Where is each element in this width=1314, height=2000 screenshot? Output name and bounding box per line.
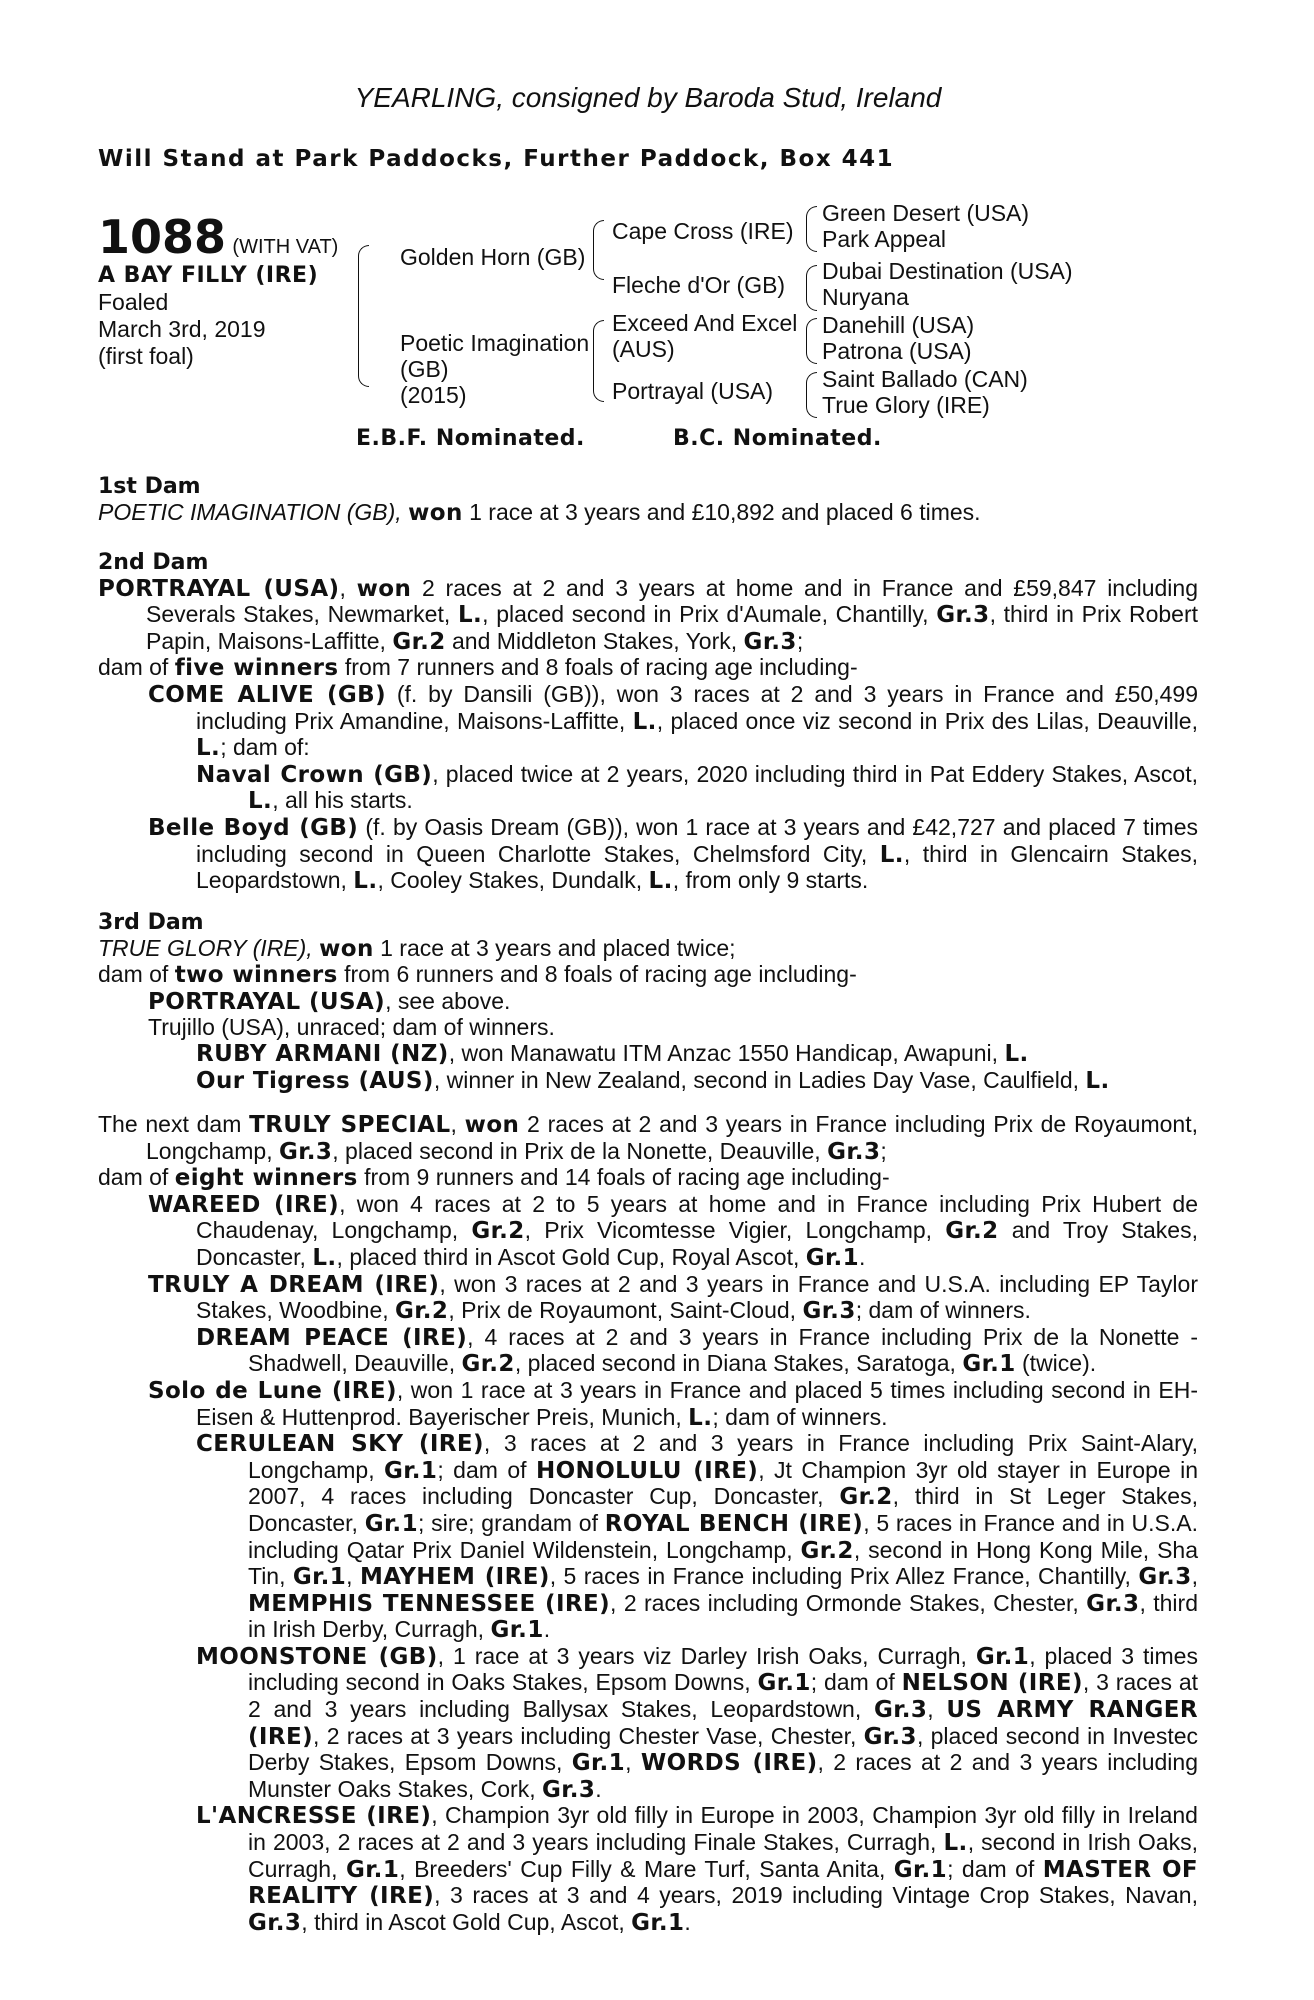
brace-ss — [806, 206, 817, 252]
sire-dam: Fleche d'Or (GB) — [612, 272, 786, 298]
sd-sire: Dubai Destination (USA) — [822, 258, 1073, 284]
brace-dam — [593, 320, 604, 402]
first-dam-section — [98, 474, 1198, 526]
produce-cerulean-sky: CERULEAN SKY (IRE), 3 races at 2 and 3 years in France including Prix Saint-Alary, Longchamp, Gr.1; dam of HONOLULU (IRE), Jt Champion 3yr old stayer in Europe in 2007, 4 races including Doncaster Cup, Doncaster, Gr.2, third in St Leger Stakes, Doncaster, Gr.1; sire; grandam of ROYAL BENCH (IRE), 5 races in France and in U.S.A. including Qatar Prix Daniel Wildenstein, Longchamp, Gr.2, second in Hong Kong Mile, Sha Tin, Gr.1, MAYHEM (IRE), 5 races in France including Prix Allez France, Chantilly, Gr.3, MEMPHIS TENNESSEE (IRE), 2 races including Ormonde Stakes, Chester, Gr.3, third in Irish Derby, Curragh, Gr.1. — [196, 1430, 1199, 1644]
ss-dam: Park Appeal — [822, 226, 947, 252]
section-heading: 1st Dam — [98, 474, 201, 499]
produce-wareed: WAREED (IRE), won 4 races at 2 to 5 years at home and in France including Prix Hubert de Chaudenay, Longchamp, Gr.2, Prix Vicomtesse Vigier, Longchamp, Gr.2 and Troy Stakes, Doncaster, L., placed third in Ascot Gold Cup, Royal Ascot, Gr.1. — [148, 1190, 1198, 1271]
next-dam-section — [98, 1112, 1198, 1936]
produce-solo-de-lune: Solo de Lune (IRE), won 1 race at 3 years in France and placed 5 times including second in EH-Eisen & Huttenprod. Bayerischer Preis, Munich, L.; dam of winners. — [148, 1376, 1198, 1431]
brace-gen1 — [358, 245, 369, 387]
section-heading: 3rd Dam — [98, 910, 204, 935]
brace-sd — [806, 265, 817, 311]
dd-dam: True Glory (IRE) — [822, 392, 990, 418]
ebf-nomination: E.B.F. Nominated. — [356, 426, 585, 451]
dam-line3: (2015) — [400, 382, 467, 408]
second-dam-produce: dam of five winners from 7 runners and 8 foals of racing age including- — [98, 654, 858, 682]
next-dam-record: The next dam TRULY SPECIAL, won 2 races at 2 and 3 years in France including Prix de Royaumont, Longchamp, Gr.3, placed second in Prix de la Nonette, Deauville, Gr.3; — [98, 1111, 1198, 1165]
ds-dam: Patrona (USA) — [822, 338, 972, 364]
produce-our-tigress: Our Tigress (AUS), winner in New Zealand, second in Ladies Day Vase, Caulfield, L. — [196, 1066, 1110, 1094]
bc-nomination: B.C. Nominated. — [673, 426, 882, 451]
produce-belle-boyd: Belle Boyd (GB) (f. by Oasis Dream (GB)), won 1 race at 3 years and £42,727 and placed 7 times including second in Queen Charlotte Stakes, Chelmsford City, L., third in Glencairn Stakes, Leopardstown, L., Cooley Stakes, Dundalk, L., from only 9 starts. — [148, 813, 1199, 895]
ds-sire: Danehill (USA) — [822, 312, 975, 338]
lot-info — [98, 212, 358, 370]
dam-dam: Portrayal (USA) — [612, 378, 774, 404]
second-dam-record: PORTRAYAL (USA), won 2 races at 2 and 3 years at home and in France and £59,847 including Severals Stakes, Newmarket, L., placed second in Prix d'Aumale, Chantilly, Gr.3, third in Prix Robert Papin, Maisons-Laffitte, Gr.2 and Middleton Stakes, York, Gr.3; — [98, 574, 1198, 655]
third-dam-section — [98, 910, 1198, 1094]
produce-lancresse: L'ANCRESSE (IRE), Champion 3yr old filly in Europe in 2003, Champion 3yr old filly in Ireland in 2003, 2 races at 2 and 3 years including Finale Stakes, Curragh, L., second in Irish Oaks, Curragh, Gr.1, Breeders' Cup Filly & Mare Turf, Santa Anita, Gr.1; dam of MASTER OF REALITY (IRE), 3 races at 3 and 4 years, 2019 including Vintage Crop Stakes, Navan, Gr.3, third in Ascot Gold Cup, Ascot, Gr.1. — [196, 1802, 1199, 1936]
dam-sire-line1: Exceed And Excel — [612, 310, 798, 336]
produce-dream-peace: DREAM PEACE (IRE), 4 races at 2 and 3 years in France including Prix de la Nonette - Shadwell, Deauville, Gr.2, placed second in Diana Stakes, Saratoga, Gr.1 (twice). — [196, 1323, 1198, 1378]
dd-sire: Saint Ballado (CAN) — [822, 366, 1028, 392]
foaled-label: Foaled — [98, 289, 169, 315]
vat-note: (WITH VAT) — [232, 236, 339, 258]
dam-line2: (GB) — [400, 356, 449, 382]
dam-sire-line2: (AUS) — [612, 336, 675, 362]
sire: Golden Horn (GB) — [400, 244, 586, 270]
lot-name: A BAY FILLY (IRE) — [98, 263, 319, 288]
produce-come-alive: COME ALIVE (GB) (f. by Dansili (GB)), won 3 races at 2 and 3 years in France and £50,499 including Prix Amandine, Maisons-Laffitte, L., placed once viz second in Prix des Lilas, Deauville, L.; dam of: — [148, 680, 1198, 762]
sire-sire: Cape Cross (IRE) — [612, 218, 794, 244]
brace-ds — [806, 318, 817, 364]
produce-moonstone: MOONSTONE (GB), 1 race at 3 years viz Darley Irish Oaks, Curragh, Gr.1, placed 3 times including second in Oaks Stakes, Epsom Downs, Gr.1; dam of NELSON (IRE), 3 races at 2 and 3 years including Ballysax Stakes, Leopardstown, Gr.3, US ARMY RANGER (IRE), 2 races at 3 years including Chester Vase, Chester, Gr.3, placed second in Investec Derby Stakes, Epsom Downs, Gr.1, WORDS (IRE), 2 races at 2 and 3 years including Munster Oaks Stakes, Cork, Gr.3. — [196, 1642, 1199, 1803]
sd-dam: Nuryana — [822, 284, 909, 310]
produce-trujillo: Trujillo (USA), unraced; dam of winners. — [148, 1014, 555, 1041]
brace-dd — [806, 372, 817, 418]
foaled-date: March 3rd, 2019 — [98, 316, 266, 342]
first-dam-text: POETIC IMAGINATION (GB), won 1 race at 3 years and £10,892 and placed 6 times. — [98, 498, 981, 526]
dam-line1: Poetic Imagination — [400, 330, 590, 356]
brace-sire — [593, 220, 604, 280]
produce-portrayal: PORTRAYAL (USA), see above. — [148, 987, 511, 1015]
produce-truly-a-dream: TRULY A DREAM (IRE), won 3 races at 2 and 3 years in France and U.S.A. including EP Taylor Stakes, Woodbine, Gr.2, Prix de Royaumont, Saint-Cloud, Gr.3; dam of winners. — [148, 1270, 1198, 1325]
next-dam-produce: dam of eight winners from 9 runners and 14 foals of racing age including- — [98, 1164, 890, 1192]
lot-number: 1088 — [98, 210, 227, 264]
stand-location: Will Stand at Park Paddocks, Further Paddock, Box 441 — [98, 146, 895, 172]
third-dam-produce: dam of two winners from 6 runners and 8 foals of racing age including- — [98, 961, 857, 989]
section-heading: 2nd Dam — [98, 550, 209, 575]
ss-sire: Green Desert (USA) — [822, 200, 1030, 226]
consignor-heading: YEARLING, consigned by Baroda Stud, Ireland — [354, 82, 942, 113]
second-dam-section — [98, 550, 1198, 895]
produce-naval-crown: Naval Crown (GB), placed twice at 2 years, 2020 including third in Pat Eddery Stakes, Ascot, L., all his starts. — [196, 760, 1198, 815]
foal-note: (first foal) — [98, 343, 194, 369]
produce-ruby-armani: RUBY ARMANI (NZ), won Manawatu ITM Anzac 1550 Handicap, Awapuni, L. — [196, 1039, 1029, 1067]
third-dam-record: TRUE GLORY (IRE), won 1 race at 3 years and placed twice; — [98, 934, 736, 962]
